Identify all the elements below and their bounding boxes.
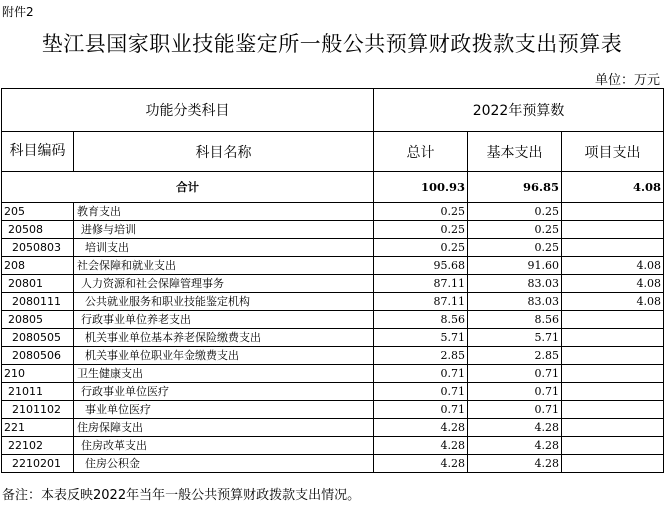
- row-project: [562, 239, 664, 257]
- row-basic: 0.71: [468, 383, 562, 401]
- row-name: 住房改革支出: [74, 437, 374, 455]
- row-code: 208: [2, 257, 74, 275]
- row-name: 住房公积金: [74, 455, 374, 473]
- table-row: [2, 419, 664, 437]
- row-project: [562, 311, 664, 329]
- project-header: 项目支出: [562, 132, 664, 172]
- row-name: 公共就业服务和职业技能鉴定机构: [74, 293, 374, 311]
- row-code: 2080505: [2, 329, 74, 347]
- row-total: 0.71: [374, 365, 468, 383]
- table-row: [2, 437, 664, 455]
- row-project: 4.08: [562, 257, 664, 275]
- header-row-2: [2, 132, 664, 172]
- total-project: 4.08: [562, 172, 664, 203]
- row-project: [562, 401, 664, 419]
- footnote: 备注：本表反映2022年当年一般公共预算财政拨款支出情况。: [2, 488, 361, 503]
- attachment-label: 附件2: [2, 5, 34, 19]
- code-header: 科目编码: [2, 132, 74, 172]
- page-title: 垫江县国家职业技能鉴定所一般公共预算财政拨款支出预算表: [41, 32, 623, 56]
- row-basic: 8.56: [468, 311, 562, 329]
- row-total: 0.71: [374, 383, 468, 401]
- table-row: [2, 347, 664, 365]
- row-total: 0.25: [374, 203, 468, 221]
- row-name: 社会保障和就业支出: [74, 257, 374, 275]
- row-name: 卫生健康支出: [74, 365, 374, 383]
- row-code: 21011: [2, 383, 74, 401]
- row-basic: 4.28: [468, 437, 562, 455]
- unit-label: 单位：万元: [594, 73, 660, 88]
- row-total: 4.28: [374, 455, 468, 473]
- row-name: 住房保障支出: [74, 419, 374, 437]
- row-code: 22102: [2, 437, 74, 455]
- row-basic: 91.60: [468, 257, 562, 275]
- row-name: 教育支出: [74, 203, 374, 221]
- total-header: 总计: [374, 132, 468, 172]
- table-row: [2, 239, 664, 257]
- table-row: [2, 329, 664, 347]
- row-name: 机关事业单位基本养老保险缴费支出: [74, 329, 374, 347]
- row-code: 2080111: [2, 293, 74, 311]
- row-project: [562, 455, 664, 473]
- row-project: [562, 329, 664, 347]
- row-code: 210: [2, 365, 74, 383]
- row-basic: 4.28: [468, 455, 562, 473]
- row-name: 进修与培训: [74, 221, 374, 239]
- total-label: 合计: [2, 172, 374, 203]
- row-total: 2.85: [374, 347, 468, 365]
- row-project: [562, 437, 664, 455]
- table-row: [2, 401, 664, 419]
- row-basic: 0.71: [468, 401, 562, 419]
- table-row: [2, 293, 664, 311]
- row-name: 人力资源和社会保障管理事务: [74, 275, 374, 293]
- row-project: [562, 383, 664, 401]
- row-code: 20805: [2, 311, 74, 329]
- row-total: 0.25: [374, 239, 468, 257]
- table-row: [2, 311, 664, 329]
- row-total: 87.11: [374, 293, 468, 311]
- row-project: 4.08: [562, 293, 664, 311]
- row-code: 20508: [2, 221, 74, 239]
- row-code: 2080506: [2, 347, 74, 365]
- table-row: [2, 203, 664, 221]
- row-basic: 0.25: [468, 221, 562, 239]
- row-name: 机关事业单位职业年金缴费支出: [74, 347, 374, 365]
- row-total: 0.71: [374, 401, 468, 419]
- row-basic: 0.25: [468, 239, 562, 257]
- name-header: 科目名称: [74, 132, 374, 172]
- row-basic: 83.03: [468, 275, 562, 293]
- table-row: [2, 275, 664, 293]
- row-code: 2101102: [2, 401, 74, 419]
- row-total: 8.56: [374, 311, 468, 329]
- budget-table-body: [2, 89, 664, 473]
- total-sum: 100.93: [374, 172, 468, 203]
- total-basic: 96.85: [468, 172, 562, 203]
- total-row: [2, 172, 664, 203]
- table-row: [2, 365, 664, 383]
- row-project: [562, 221, 664, 239]
- row-name: 事业单位医疗: [74, 401, 374, 419]
- row-total: 5.71: [374, 329, 468, 347]
- row-code: 205: [2, 203, 74, 221]
- row-total: 4.28: [374, 437, 468, 455]
- basic-header: 基本支出: [468, 132, 562, 172]
- row-basic: 0.71: [468, 365, 562, 383]
- row-project: [562, 419, 664, 437]
- table-row: [2, 383, 664, 401]
- row-basic: 2.85: [468, 347, 562, 365]
- row-name: 行政事业单位医疗: [74, 383, 374, 401]
- row-project: [562, 347, 664, 365]
- row-basic: 4.28: [468, 419, 562, 437]
- row-code: 221: [2, 419, 74, 437]
- row-project: 4.08: [562, 275, 664, 293]
- row-total: 87.11: [374, 275, 468, 293]
- row-code: 2210201: [2, 455, 74, 473]
- table-row: [2, 455, 664, 473]
- row-code: 20801: [2, 275, 74, 293]
- row-total: 95.68: [374, 257, 468, 275]
- row-name: 培训支出: [74, 239, 374, 257]
- row-project: [562, 365, 664, 383]
- row-basic: 0.25: [468, 203, 562, 221]
- table-row: [2, 257, 664, 275]
- row-basic: 5.71: [468, 329, 562, 347]
- row-basic: 83.03: [468, 293, 562, 311]
- table-row: [2, 221, 664, 239]
- row-total: 4.28: [374, 419, 468, 437]
- row-name: 行政事业单位养老支出: [74, 311, 374, 329]
- row-project: [562, 203, 664, 221]
- budget-table: [1, 88, 664, 473]
- row-total: 0.25: [374, 221, 468, 239]
- functional-category-header: 功能分类科目: [2, 89, 374, 132]
- budget-year-header: 2022年预算数: [374, 89, 664, 132]
- header-row-1: [2, 89, 664, 132]
- row-code: 2050803: [2, 239, 74, 257]
